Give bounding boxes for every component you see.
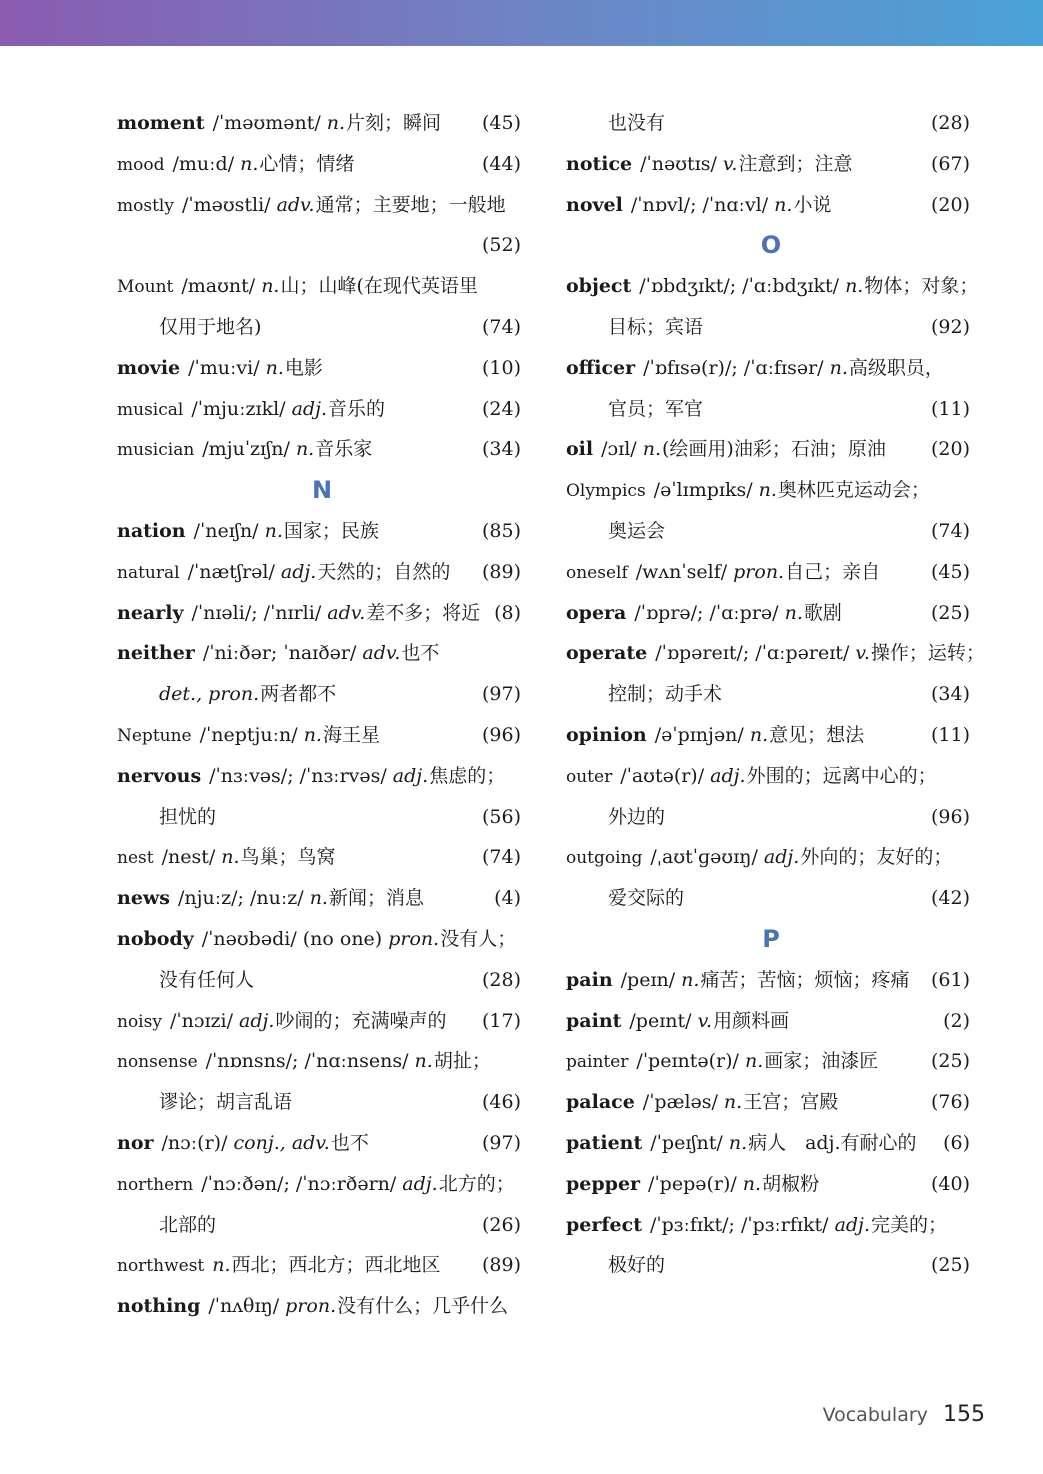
meaning: 通常；主要地；一般地 xyxy=(315,193,506,216)
headword: operate xyxy=(566,642,648,665)
meaning: 王宫；宫殿 xyxy=(743,1091,839,1114)
part-of-speech: adv. xyxy=(327,601,366,624)
meaning: 高级职员， xyxy=(848,356,944,379)
headword: musical xyxy=(117,399,184,420)
phonetic: /wʌnˈself/ xyxy=(635,560,728,583)
vocab-entry xyxy=(117,144,527,185)
vocab-entry xyxy=(566,1001,976,1042)
meaning: 病人 adj.有耐心的 xyxy=(748,1131,917,1154)
part-of-speech: n. xyxy=(744,1050,764,1073)
vocab-entry xyxy=(566,552,976,593)
vocab-entry xyxy=(566,1123,976,1164)
unit-ref: (89) xyxy=(481,1254,521,1277)
meaning: 心情；情绪 xyxy=(259,152,355,175)
headword: nor xyxy=(117,1131,154,1154)
unit-ref: (96) xyxy=(481,723,521,746)
phonetic: /mjuˈzɪʃn/ xyxy=(202,438,290,461)
meaning: 担忧的 xyxy=(159,805,217,828)
unit-ref: (40) xyxy=(930,1172,970,1195)
vocab-entry xyxy=(117,837,527,878)
headword: nervous xyxy=(117,764,202,787)
headword: nobody xyxy=(117,927,194,950)
part-of-speech: n. xyxy=(681,968,700,991)
meaning: 完美的； xyxy=(870,1213,947,1236)
phonetic: /peɪnt/ xyxy=(629,1009,692,1032)
unit-ref: (44) xyxy=(481,152,521,175)
vocab-entry xyxy=(566,348,976,389)
unit-ref: (85) xyxy=(481,519,521,542)
vocab-entry xyxy=(117,511,527,552)
headword: nonsense xyxy=(117,1052,198,1073)
part-of-speech: adv. xyxy=(276,193,315,216)
vocab-entry xyxy=(566,185,976,226)
part-of-speech: adj. xyxy=(402,1172,438,1195)
part-of-speech: pron. xyxy=(285,1295,337,1318)
headword: pepper xyxy=(566,1172,641,1195)
vocab-entry xyxy=(117,552,527,593)
phonetic: /ˈaʊtə(r)/ xyxy=(620,764,705,787)
unit-ref: (56) xyxy=(481,805,521,828)
phonetic: /ˈnɒvl/; /ˈnɑːvl/ xyxy=(630,193,769,216)
vocab-entry xyxy=(117,1164,527,1205)
meaning: 没有任何人 xyxy=(159,968,255,991)
phonetic: /ˈmuːvi/ xyxy=(188,356,260,379)
phonetic: /ˈɒprə/; /ˈɑːprə/ xyxy=(634,601,779,624)
entry-continuation xyxy=(117,960,527,1001)
meaning: 吵闹的；充满噪声的 xyxy=(275,1009,447,1032)
phonetic: /əˈpɪnjən/ xyxy=(654,723,744,746)
headword: opinion xyxy=(566,723,647,746)
vocab-entry xyxy=(566,266,979,307)
section-letter: O xyxy=(760,231,782,260)
headword: paint xyxy=(566,1009,622,1032)
meaning: 胡扯； xyxy=(433,1050,491,1073)
unit-ref: (6) xyxy=(943,1131,970,1154)
section-letter: P xyxy=(762,924,780,953)
headword: nation xyxy=(117,519,186,542)
part-of-speech: n. xyxy=(240,152,259,175)
entry-continuation xyxy=(566,511,976,552)
meaning: 国家；民族 xyxy=(283,519,379,542)
meaning: 小说 xyxy=(793,193,832,216)
meaning: 胡椒粉 xyxy=(762,1172,820,1195)
left-column xyxy=(117,103,527,1327)
unit-ref: (61) xyxy=(930,968,970,991)
unit-ref: (20) xyxy=(930,438,970,461)
meaning: 电影 xyxy=(284,356,323,379)
unit-ref: (46) xyxy=(481,1091,521,1114)
vocab-entry xyxy=(117,185,527,226)
meaning: 画家；油漆匠 xyxy=(764,1050,879,1073)
vocab-entry xyxy=(566,1205,976,1246)
headword: novel xyxy=(566,193,623,216)
headword: painter xyxy=(566,1052,629,1073)
meaning: 山；山峰(在现代英语里 xyxy=(280,275,478,298)
unit-ref: (42) xyxy=(930,887,970,910)
meaning: 奥林匹克运动会； xyxy=(777,479,930,502)
entry-continuation xyxy=(117,307,527,348)
headword: musician xyxy=(117,440,195,461)
part-of-speech: adv. xyxy=(362,642,401,665)
vocab-entry xyxy=(117,429,527,470)
phonetic: /ˈməʊstli/ xyxy=(181,193,271,216)
headword: pain xyxy=(566,968,613,991)
phonetic: /ˈpeɪʃnt/ xyxy=(650,1131,723,1154)
vocab-entry xyxy=(117,633,527,674)
meaning: 鸟巢；鸟窝 xyxy=(240,846,336,869)
headword: nothing xyxy=(117,1295,201,1318)
headword: opera xyxy=(566,601,627,624)
phonetic: /njuːz/; /nuːz/ xyxy=(177,887,304,910)
page-number: 155 xyxy=(943,1402,985,1427)
phonetic: /ˈɒpəreɪt/; /ˈɑːpəreɪt/ xyxy=(655,642,850,665)
phonetic: /ˈnɔɪzi/ xyxy=(169,1009,234,1032)
vocab-entry xyxy=(117,266,527,307)
headword: outgoing xyxy=(566,848,643,869)
vocab-entry xyxy=(117,919,527,960)
vocab-entry xyxy=(117,1001,527,1042)
vocab-entry xyxy=(566,429,976,470)
part-of-speech: n. xyxy=(784,601,803,624)
phonetic: /ˌaʊtˈɡəʊɪŋ/ xyxy=(650,846,758,869)
unit-ref: (2) xyxy=(943,1009,970,1032)
unit-ref: (28) xyxy=(930,112,970,134)
headword: patient xyxy=(566,1131,643,1154)
vocab-entry xyxy=(117,1286,527,1327)
headword: Olympics xyxy=(566,481,646,502)
entry-continuation xyxy=(566,878,976,919)
phonetic: /ˈnɜːvəs/; /ˈnɜːrvəs/ xyxy=(209,764,387,787)
phonetic: /ˈpæləs/ xyxy=(642,1091,718,1114)
phonetic: /nɔː(r)/ xyxy=(161,1131,228,1154)
meaning: 自己；亲自 xyxy=(785,560,881,583)
part-of-speech: n. xyxy=(642,438,661,461)
unit-ref: (25) xyxy=(930,601,970,624)
unit-ref: (24) xyxy=(481,397,521,420)
part-of-speech: adj. xyxy=(291,397,327,420)
phonetic: /ˈnætʃrəl/ xyxy=(187,560,275,583)
meaning: 物体；对象； xyxy=(864,275,979,298)
part-of-speech: pron. xyxy=(733,560,785,583)
meaning: 痛苦；苦恼；烦恼；疼痛 xyxy=(700,968,910,991)
meaning: 天然的；自然的 xyxy=(317,560,451,583)
meaning: 爱交际的 xyxy=(608,887,685,910)
part-of-speech: pron. xyxy=(388,927,440,950)
headword: moment xyxy=(117,112,205,134)
vocab-entry xyxy=(117,1245,527,1286)
unit-ref: (45) xyxy=(481,112,521,134)
headword: neither xyxy=(117,642,195,665)
meaning: 注意到；注意 xyxy=(738,152,853,175)
vocab-entry xyxy=(117,1123,527,1164)
vocab-entry xyxy=(566,593,976,634)
meaning: 新闻；消息 xyxy=(328,887,424,910)
headword: movie xyxy=(117,356,181,379)
meaning: 北方的； xyxy=(438,1172,515,1195)
meaning: 奥运会 xyxy=(608,519,666,542)
entry-continuation xyxy=(117,1082,527,1123)
vocab-entry xyxy=(566,633,985,674)
headword: noisy xyxy=(117,1011,162,1032)
headword: northern xyxy=(117,1174,194,1195)
part-of-speech: n. xyxy=(326,112,346,134)
vocab-entry xyxy=(117,389,527,430)
vocab-entry xyxy=(117,348,527,389)
headword: object xyxy=(566,275,632,298)
phonetic: /muːd/ xyxy=(172,152,235,175)
entry-continuation xyxy=(117,674,527,715)
meaning: 极好的 xyxy=(608,1254,666,1277)
meaning: 控制；动手术 xyxy=(608,683,723,706)
meaning: 歌剧 xyxy=(803,601,842,624)
headword: mostly xyxy=(117,195,174,216)
vocab-entry xyxy=(117,756,527,797)
part-of-speech: adj. xyxy=(392,764,429,787)
phonetic: /ˈɒfɪsə(r)/; /ˈɑːfɪsər/ xyxy=(643,356,824,379)
headword: notice xyxy=(566,152,633,175)
unit-ref: (8) xyxy=(494,601,521,624)
phonetic: /ˈneɪʃn/ xyxy=(193,519,259,542)
part-of-speech: v. xyxy=(855,642,870,665)
unit-ref: (96) xyxy=(930,805,970,828)
meaning: 目标；宾语 xyxy=(608,315,704,338)
meaning: 没有人； xyxy=(440,927,517,950)
part-of-speech: n. xyxy=(221,846,240,869)
entry-continuation xyxy=(117,1205,527,1246)
phonetic: /ˈneptjuːn/ xyxy=(199,723,298,746)
phonetic: /ˈnəʊtɪs/ xyxy=(640,152,717,175)
meaning: 谬论；胡言乱语 xyxy=(159,1091,293,1114)
meaning: 仅用于地名) xyxy=(159,315,262,338)
part-of-speech: n. xyxy=(264,519,283,542)
meaning: 也没有 xyxy=(608,112,666,134)
phonetic: /ˈnɪəli/; /ˈnɪrli/ xyxy=(191,601,322,624)
phonetic: /peɪn/ xyxy=(620,968,676,991)
phonetic: /ˈməʊmənt/ xyxy=(212,112,321,134)
part-of-speech: n. xyxy=(742,1172,762,1195)
part-of-speech: adj. xyxy=(710,764,746,787)
meaning: 片刻；瞬间 xyxy=(346,112,442,134)
headword: palace xyxy=(566,1091,635,1114)
meaning: 音乐家 xyxy=(315,438,373,461)
entry-continuation xyxy=(566,307,976,348)
vocab-entry xyxy=(566,1082,976,1123)
entry-continuation xyxy=(566,1245,976,1286)
part-of-speech: n. xyxy=(309,887,328,910)
headword: Neptune xyxy=(117,725,192,746)
phonetic: /nest/ xyxy=(161,846,216,869)
part-of-speech: adj. xyxy=(763,846,800,869)
part-of-speech: n. xyxy=(265,356,284,379)
headword: Mount xyxy=(117,277,174,298)
part-of-speech: n. xyxy=(261,275,280,298)
headword: northwest xyxy=(117,1256,205,1277)
unit-ref: (17) xyxy=(481,1009,521,1032)
phonetic: /ˈnʌθɪŋ/ xyxy=(208,1295,280,1318)
unit-ref: (92) xyxy=(930,315,970,338)
meaning: 两者都不 xyxy=(260,683,337,706)
meaning: 也不 xyxy=(330,1131,369,1154)
vocab-entry xyxy=(117,715,527,756)
meaning: 用颜料画 xyxy=(713,1009,790,1032)
vocab-entry xyxy=(566,470,976,511)
phonetic: /ˈnɔːðən/; /ˈnɔːrðərn/ xyxy=(201,1172,397,1195)
headword: nest xyxy=(117,848,154,869)
phonetic: /ˈpɜːfɪkt/; /ˈpɜːrfɪkt/ xyxy=(650,1213,829,1236)
headword: oil xyxy=(566,438,594,461)
entry-continuation xyxy=(117,797,527,838)
part-of-speech: n. xyxy=(295,438,315,461)
part-of-speech: det., pron. xyxy=(159,683,260,706)
part-of-speech: n. xyxy=(414,1050,433,1073)
phonetic: /ˈpeɪntə(r)/ xyxy=(636,1050,739,1073)
unit-ref: (74) xyxy=(481,846,521,869)
unit-ref: (25) xyxy=(930,1050,970,1073)
meaning: 差不多；将近 xyxy=(366,601,481,624)
unit-ref: (11) xyxy=(930,397,970,420)
footer-label: Vocabulary xyxy=(822,1404,928,1426)
entry-continuation xyxy=(566,797,976,838)
unit-ref: (10) xyxy=(481,356,521,379)
vocab-entry xyxy=(117,878,527,919)
headword: nearly xyxy=(117,601,184,624)
unit-ref: (34) xyxy=(930,683,970,706)
vocab-entry xyxy=(566,1041,976,1082)
vocab-entry xyxy=(566,715,976,756)
part-of-speech: v. xyxy=(697,1009,713,1032)
unit-ref: (45) xyxy=(930,560,970,583)
unit-ref: (26) xyxy=(481,1213,521,1236)
phonetic: /əˈlɪmpɪks/ xyxy=(653,479,753,502)
entry-continuation xyxy=(117,225,527,266)
unit-ref: (97) xyxy=(481,1131,521,1154)
unit-ref: (74) xyxy=(481,315,521,338)
headword: news xyxy=(117,887,170,910)
part-of-speech: adj. xyxy=(239,1009,275,1032)
phonetic: /ˈɒbdʒɪkt/; /ˈɑːbdʒɪkt/ xyxy=(639,275,840,298)
part-of-speech: n. xyxy=(774,193,793,216)
part-of-speech: n. xyxy=(749,723,769,746)
header-gradient-bar xyxy=(0,0,1043,46)
meaning: 意见；想法 xyxy=(769,723,865,746)
meaning: 操作；运转； xyxy=(870,642,985,665)
unit-ref: (89) xyxy=(481,560,521,583)
meaning: 外向的；友好的； xyxy=(800,846,953,869)
phonetic: /ˈmjuːzɪkl/ xyxy=(191,397,286,420)
meaning: 没有什么；几乎什么 xyxy=(337,1295,509,1318)
meaning: 西北；西北方；西北地区 xyxy=(231,1254,441,1277)
part-of-speech: n. xyxy=(212,1254,231,1277)
phonetic: /maʊnt/ xyxy=(181,275,256,298)
vocab-entry xyxy=(566,837,976,878)
meaning: 官员；军官 xyxy=(608,397,704,420)
phonetic: /ˈniːðər; ˈnaɪðər/ xyxy=(202,642,357,665)
page-footer xyxy=(823,1402,985,1427)
part-of-speech: adj. xyxy=(834,1213,870,1236)
part-of-speech: n. xyxy=(829,356,848,379)
part-of-speech: n. xyxy=(728,1131,748,1154)
unit-ref: (74) xyxy=(930,519,970,542)
part-of-speech: v. xyxy=(722,152,738,175)
part-of-speech: conj., adv. xyxy=(233,1131,330,1154)
phonetic: /ˈnɒnsns/; /ˈnɑːnsens/ xyxy=(205,1050,409,1073)
vocab-entry xyxy=(117,103,527,144)
vocab-entry xyxy=(566,144,976,185)
vocab-entry xyxy=(117,1041,527,1082)
meaning: 焦虑的； xyxy=(429,764,506,787)
part-of-speech: adj. xyxy=(280,560,317,583)
headword: perfect xyxy=(566,1213,642,1236)
vocab-entry xyxy=(117,593,527,634)
part-of-speech: n. xyxy=(723,1091,743,1114)
headword: natural xyxy=(117,562,180,583)
unit-ref: (4) xyxy=(494,887,521,910)
vocab-entry xyxy=(566,756,976,797)
meaning: 外围的；远离中心的； xyxy=(746,764,937,787)
part-of-speech: n. xyxy=(303,723,322,746)
unit-ref: (28) xyxy=(481,968,521,991)
entry-continuation xyxy=(566,103,976,144)
vocab-entry xyxy=(566,1164,976,1205)
phonetic: /ɔɪl/ xyxy=(601,438,637,461)
meaning: 北部的 xyxy=(159,1213,217,1236)
part-of-speech: n. xyxy=(758,479,777,502)
unit-ref: (52) xyxy=(481,234,521,257)
meaning: 也不 xyxy=(401,642,440,665)
vocab-entry xyxy=(566,960,976,1001)
meaning: (绘画用)油彩；石油；原油 xyxy=(662,438,886,461)
section-letter: N xyxy=(311,476,333,505)
unit-ref: (34) xyxy=(481,438,521,461)
part-of-speech: n. xyxy=(845,275,864,298)
headword: oneself xyxy=(566,562,628,583)
phonetic: /ˈnəʊbədi/ (no one) xyxy=(201,927,383,950)
headword: mood xyxy=(117,154,165,175)
phonetic: /ˈpepə(r)/ xyxy=(648,1172,737,1195)
meaning: 海王星 xyxy=(322,723,380,746)
meaning: 外边的 xyxy=(608,805,666,828)
unit-ref: (25) xyxy=(930,1254,970,1277)
unit-ref: (97) xyxy=(481,683,521,706)
unit-ref: (11) xyxy=(930,723,970,746)
unit-ref: (67) xyxy=(930,152,970,175)
meaning: 音乐的 xyxy=(328,397,386,420)
entry-continuation xyxy=(566,674,976,715)
unit-ref: (20) xyxy=(930,193,970,216)
unit-ref: (76) xyxy=(930,1091,970,1114)
headword: outer xyxy=(566,766,613,787)
entry-continuation xyxy=(566,389,976,430)
headword: officer xyxy=(566,356,636,379)
right-column xyxy=(566,103,985,1286)
